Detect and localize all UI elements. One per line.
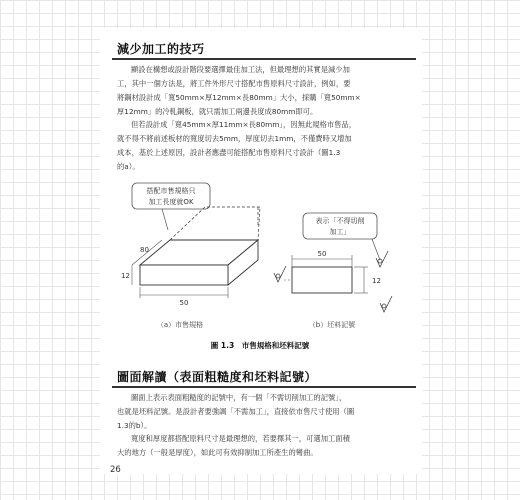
text-line: 的a）。	[117, 162, 140, 171]
text-line: 但若設計成「寬45mm×厚11mm×長80mm」，因無此規格市售品，	[131, 120, 357, 129]
dim-80-label: 80	[140, 246, 149, 254]
front-view-drawing	[292, 267, 352, 293]
text-line: 圖面上表示表面粗糙度的記號中，有一個「不需切削加工的記號」，	[131, 393, 347, 402]
text-line: 將鋼材設計成「寬50mm×厚12mm×長80mm」大小，採購「寬50mm×	[117, 93, 361, 102]
text-line: 成本，基於上述原因，設計者應盡可能搭配市售原料尺寸設計（圖1.3	[117, 148, 341, 157]
heading-underline	[112, 58, 416, 60]
callout-b-line-2: 加工」	[329, 228, 351, 236]
section-heading-drawing-reading: 圖面解讀（表面粗糙度和坯料記號）	[117, 370, 318, 384]
dim-12-label: 12	[121, 272, 130, 280]
figure-label-b: （b）坯料記號	[308, 321, 356, 329]
figure-label-a: （a）市售規格	[156, 321, 204, 329]
callout-b	[303, 213, 380, 260]
heading-underline	[112, 386, 416, 388]
text-line: 寬度和厚度都搭配原料尺寸是最理想的，若要擇其一，可選加工面積	[131, 434, 350, 443]
figure-caption: 圖 1.3 市售規格和坯料記號	[210, 341, 310, 350]
text-line: 也就是坯料記號。是設計者要強調「不需加工」，直接依市售尺寸使用（圖	[117, 407, 355, 416]
dim-50-label: 50	[179, 299, 189, 307]
text-line: 大的地方（一般是厚度），如此可有效抑制加工所產生的彎曲。	[117, 448, 318, 457]
stock-block-drawing	[140, 207, 260, 285]
text-line: 厚12mm」的冷軋鋼板，就只需加工兩邊長度成80mm即可。	[117, 107, 318, 116]
paragraph-drawing-1	[117, 391, 413, 433]
callout-b-line-1: 表示「不得切削	[315, 217, 365, 225]
text-line: 顯設在構想或設計階段要選擇最佳加工法，但最理想的其實是減少加	[131, 65, 350, 74]
dim-12-b-label: 12	[372, 277, 381, 285]
text-line: 工，其中一個方法是，將工件外形尺寸搭配市售原料尺寸設計，例如，要	[117, 79, 351, 88]
callout-a-line-1: 搭配市售規格只	[146, 187, 196, 195]
page-number: 26	[110, 465, 121, 475]
text-line: 1.3的b）。	[117, 421, 152, 430]
paragraph-reduce-2	[117, 118, 413, 174]
callout-a-line-2: 加工長度就OK	[148, 198, 194, 206]
paragraph-reduce-1	[117, 63, 413, 119]
callout-a	[132, 183, 210, 230]
section-heading-reduce-machining: 減少加工的技巧	[117, 42, 205, 56]
figure-1-3	[110, 175, 416, 345]
text-line: 就不得不將前述板材的寬度切去5mm，厚度切去1mm，不僅費時又增加	[117, 134, 352, 143]
dim-50-b-label: 50	[317, 250, 327, 258]
paragraph-drawing-2	[117, 432, 413, 460]
